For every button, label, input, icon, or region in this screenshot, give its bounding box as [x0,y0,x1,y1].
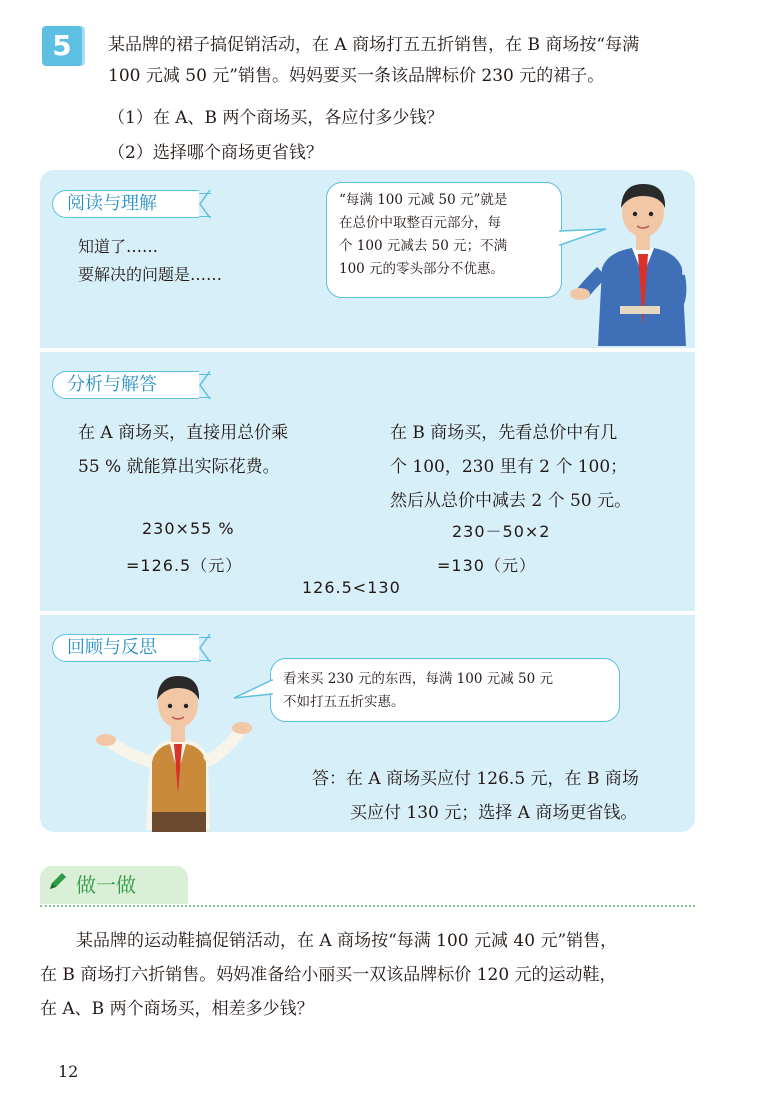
question-1: （1）在 A、B 两个商场买，各应付多少钱？ [108,108,444,128]
read-problem-text: 要解决的问题是…… [78,265,223,284]
boy-speech-bubble-1 [326,182,562,298]
bubble-line: 100 元的零头部分不优惠。 [339,261,505,277]
bubble-line: 看来买 230 元的东西，每满 100 元减 50 元 [283,671,553,687]
divider [40,905,695,907]
explanation-line: 然后从总价中减去 2 个 50 元。 [390,491,632,511]
practice-line-2: 在 B 商场打六折销售。妈妈准备给小丽买一双该品牌标价 120 元的运动鞋， [40,965,617,985]
read-known-text: 知道了…… [78,237,159,256]
problem-statement [108,30,708,92]
market-a-explanation [78,416,288,484]
bubble-line: 个 100 元减去 50 元；不满 [339,238,508,254]
tag-tail-icon [196,633,214,663]
explanation-line: 在 A 商场买，直接用总价乘 [78,423,289,443]
answer-line-2: 买应付 130 元；选择 A 商场更省钱。 [350,803,638,823]
answer-line-1: 答：在 A 商场买应付 126.5 元，在 B 商场 [312,769,639,789]
market-a-formula: 230×55 % [142,519,235,538]
market-b-result: =130（元） [437,556,536,575]
practice-line-1: 某品牌的运动鞋搞促销活动，在 A 商场按“每满 100 元减 40 元”销售， [76,931,618,951]
answer-block [312,762,639,830]
analysis-tag: 分析与解答 [52,371,199,399]
student-boy-vest-illustration [94,664,254,832]
market-a-result: =126.5（元） [126,556,243,575]
practice-header [40,866,188,904]
problem-number-badge: 5 [42,26,82,66]
practice-line-3: 在 A、B 两个商场买，相差多少钱？ [40,999,314,1019]
page-number: 12 [58,1062,79,1081]
bubble-line: 不如打五五折实惠。 [283,694,405,710]
market-b-formula: 230－50×2 [452,522,551,541]
review-tag: 回顾与反思 [52,634,199,662]
read-understand-tag: 阅读与理解 [52,190,199,218]
problem-line-1: 某品牌的裙子搞促销活动，在 A 商场打五五折销售，在 B 商场按“每满 [108,35,640,55]
pencil-icon [40,866,76,904]
student-boy-illustration [568,176,698,348]
problem-line-2: 100 元减 50 元”销售。妈妈要买一条该品牌标价 230 元的裙子。 [108,66,605,86]
explanation-line: 55 % 就能算出实际花费。 [78,457,280,477]
practice-title: 做一做 [76,873,136,897]
question-2: （2）选择哪个商场更省钱？ [108,143,323,163]
tag-tail-icon [196,189,214,219]
explanation-line: 个 100，230 里有 2 个 100； [390,457,628,477]
bubble-line: 在总价中取整百元部分，每 [339,215,501,231]
market-b-explanation [390,416,631,518]
comparison: 126.5<130 [302,578,401,597]
boy-speech-bubble-2 [270,658,620,722]
tag-tail-icon [196,370,214,400]
explanation-line: 在 B 商场买，先看总价中有几 [390,423,618,443]
bubble-line: “每满 100 元减 50 元”就是 [339,192,508,208]
practice-problem [40,924,700,1026]
